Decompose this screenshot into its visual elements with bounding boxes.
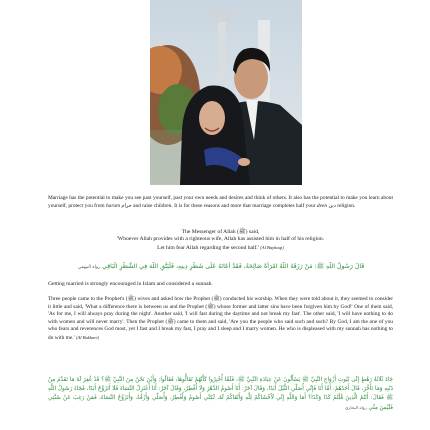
arabic-story-source: رواه البخاري [345,405,367,410]
story-text: Three people came to the Prophet's (ﷺ) wives and asked how the Prophet (ﷺ) conducted his worship. When they were told about it, they seemed to consider it little and said, 'What a difference there is between us and the Prophet (ﷺ) whose former and latter sins have been forgiven him by God!' One of them said, 'As for me, I will always pray during the night'. Another said, 'I will fast during the daytime and not break my fast'. The other said, 'I will have nothing to do with women and will never marry'. Then the Prophet (ﷺ) came to them and said, 'Are you the people who said such and such? By God, I am the one of you who fears and reverences God most, yet I fast and I break my fast, I pray and I sleep and I marry women. He who is displeased with my sunnah has nothing to do with me.' [48,296,393,341]
arabic-hadith-quote [60,262,382,272]
intro-paragraph [48,195,393,210]
hadith-quote [48,229,393,252]
quote-source: (Al Bayhaqi) [260,244,284,250]
intro-text-1: Marriage has the potential to make you see past yourself, past your own needs and desires and think of others. It also has the potential to make you learn about yourself, protect you from [48,195,393,209]
quote-line-3: Let him fear Allah regarding the second half.' [157,244,259,251]
arabic-quote-source: رواه البيهقي [77,265,101,270]
story-paragraph [48,296,393,343]
arabic-quote-text: قَالَ رَسُولُ اللَّهِ ﷺ: مَنْ رَزَقَهُ اللَّهُ امْرَأَةً صَالِحَةً، فَقَدْ أَعَانَهُ عَلَى شَطْرِ دِينِهِ، فَلْيَتَّقِ اللَّهَ فِي الشَّطْرِ الْبَاقِي [102,263,365,270]
haram-term: haram [105,202,121,209]
couple-photo [150,0,302,185]
quote-line-1: The Messenger of Allah (ﷺ) said, [181,229,260,235]
arabic-story-paragraph [48,376,393,413]
haram-arabic: حرام [121,202,132,209]
story-source: (Al Bukhari) [75,334,100,340]
arabic-story-text: جَاءَ ثَلَاثَةُ رَهْطٍ إِلَى بُيُوتِ أَزْوَاجِ النَّبِيِّ ﷺ يَسْأَلُونَ عَنْ عِبَادَةِ النَّبِيِّ ﷺ، فَلَمَّا أُخْبِرُوا كَأَنَّهُمْ تَقَالُّوهَا، فَقَالُوا: وَأَيْنَ نَحْنُ مِنَ النَّبِيِّ ﷺ؟ قَدْ غُفِرَ لَهُ مَا تَقَدَّمَ مِنْ ذَنْبِهِ وَمَا تَأَخَّرَ، قَالَ أَحَدُهُمْ: أَمَّا أَنَا فَإِنِّي أُصَلِّي اللَّيْلَ أَبَدًا، وَقَالَ آخَرُ: أَنَا أَصُومُ الدَّهْرَ وَلَا أُفْطِرُ، وَقَالَ آخَرُ: أَنَا أَعْتَزِلُ النِّسَاءَ فَلَا أَتَزَوَّجُ أَبَدًا، فَجَاءَ رَسُولُ اللَّهِ ﷺ فَقَالَ: أَنْتُمُ الَّذِينَ قُلْتُمْ كَذَا وَكَذَا؟ أَمَا وَاللَّهِ إِنِّي لَأَخْشَاكُمْ لِلَّهِ وَأَتْقَاكُمْ لَهُ، لَكِنِّي أَصُومُ وَأُفْطِرُ، وَأُصَلِّي وَأَرْقُدُ، وَأَتَزَوَّجُ النِّسَاءَ، فَمَنْ رَغِبَ عَنْ سُنَّتِي فَلَيْسَ مِنِّي [48,377,393,411]
deen-arabic: دين [328,202,336,209]
sunnah-note: Getting married is strongly encouraged in Islam and considered a sunnah. [48,281,213,287]
deen-term: deen [316,202,328,209]
intro-text-3: religion. [335,202,356,209]
quote-line-2: 'Whoever Allah provides with a righteous wife, Allah has assisted him in half of his religion. [116,236,325,243]
intro-text-2: and raise children. It is for these reasons and more that marriage completes half your [131,202,317,209]
couple-photo-icon [150,0,302,185]
